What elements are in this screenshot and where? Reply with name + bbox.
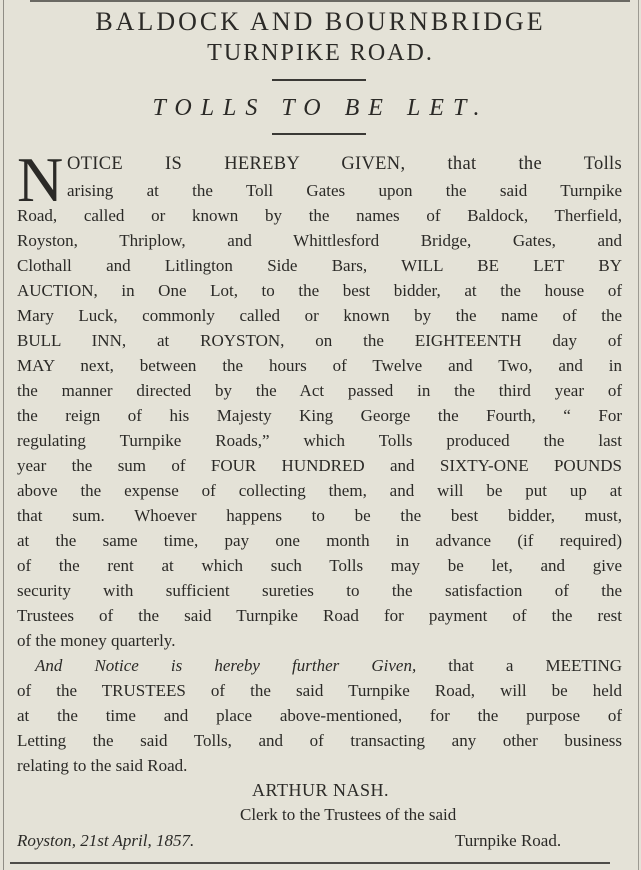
notice-line: security with sufficient sureties to the satisfaction of the xyxy=(17,581,622,600)
notice-line: AUCTION, in One Lot, to the best bidder, at the house of xyxy=(17,281,622,300)
right-border xyxy=(638,0,639,870)
heading-divider xyxy=(272,79,366,81)
further-notice-line: Letting the said Tolls, and of transacting any other business xyxy=(17,731,622,750)
notice-line: of the money quarterly. xyxy=(17,631,176,650)
notice-line: Road, called or known by the names of Baldock, Therfield, xyxy=(17,206,622,225)
notice-line: Mary Luck, commonly called or known by the name of the xyxy=(17,306,622,325)
notice-line: OTICE IS HEREBY GIVEN, that the Tolls xyxy=(67,154,622,174)
notice-line: at the same time, pay one month in advance (if required) xyxy=(17,531,622,550)
heading-line-2: TURNPIKE ROAD. xyxy=(207,40,434,66)
notice-line: Clothall and Litlington Side Bars, WILL BE LET BY xyxy=(17,256,622,275)
left-border xyxy=(3,0,4,870)
drop-cap: N xyxy=(17,144,64,215)
signatory-title: Clerk to the Trustees of the said xyxy=(240,805,457,824)
further-notice-rest: that a MEETING xyxy=(416,656,622,675)
notice-line: Royston, Thriplow, and Whittlesford Bridge, Gates, and xyxy=(17,231,622,250)
notice-line: MAY next, between the hours of Twelve and Two, and in xyxy=(17,356,622,375)
notice-line: above the expense of collecting them, and will be put up at xyxy=(17,481,622,500)
notice-line: the manner directed by the Act passed in the third year of xyxy=(17,381,622,400)
top-rule xyxy=(30,0,630,2)
further-notice-line xyxy=(35,653,622,678)
notice-line: of the rent at which such Tolls may be let, and give xyxy=(17,556,622,575)
signatory-title-road: Turnpike Road. xyxy=(455,831,562,850)
further-notice-lead: And Notice is hereby further Given, xyxy=(35,656,417,675)
notice-line: regulating Turnpike Roads,” which Tolls produced the last xyxy=(17,431,622,450)
signatory-name: ARTHUR NASH. xyxy=(252,780,389,800)
further-notice-line: of the TRUSTEES of the said Turnpike Road, will be held xyxy=(17,681,622,700)
notice-line: year the sum of FOUR HUNDRED and SIXTY-ONE POUNDS xyxy=(17,456,622,475)
subheading: TOLLS TO BE LET. xyxy=(152,95,489,121)
notice-line: arising at the Toll Gates upon the said Turnpike xyxy=(67,181,622,200)
heading-line-1: BALDOCK AND BOURNBRIDGE xyxy=(95,7,546,36)
notice-line: the reign of his Majesty King George the Fourth, “ For xyxy=(17,406,622,425)
further-notice-line: relating to the said Road. xyxy=(17,756,188,775)
notice-line: that sum. Whoever happens to be the best bidder, must, xyxy=(17,506,622,525)
subheading-divider xyxy=(272,133,366,135)
bottom-rule xyxy=(10,862,610,864)
notice-line: BULL INN, at ROYSTON, on the EIGHTEENTH day of xyxy=(17,331,622,350)
place-date: Royston, 21st April, 1857. xyxy=(17,831,195,850)
notice-line: Trustees of the said Turnpike Road for payment of the rest xyxy=(17,606,622,625)
further-notice-line: at the time and place above-mentioned, for the purpose of xyxy=(17,706,622,725)
